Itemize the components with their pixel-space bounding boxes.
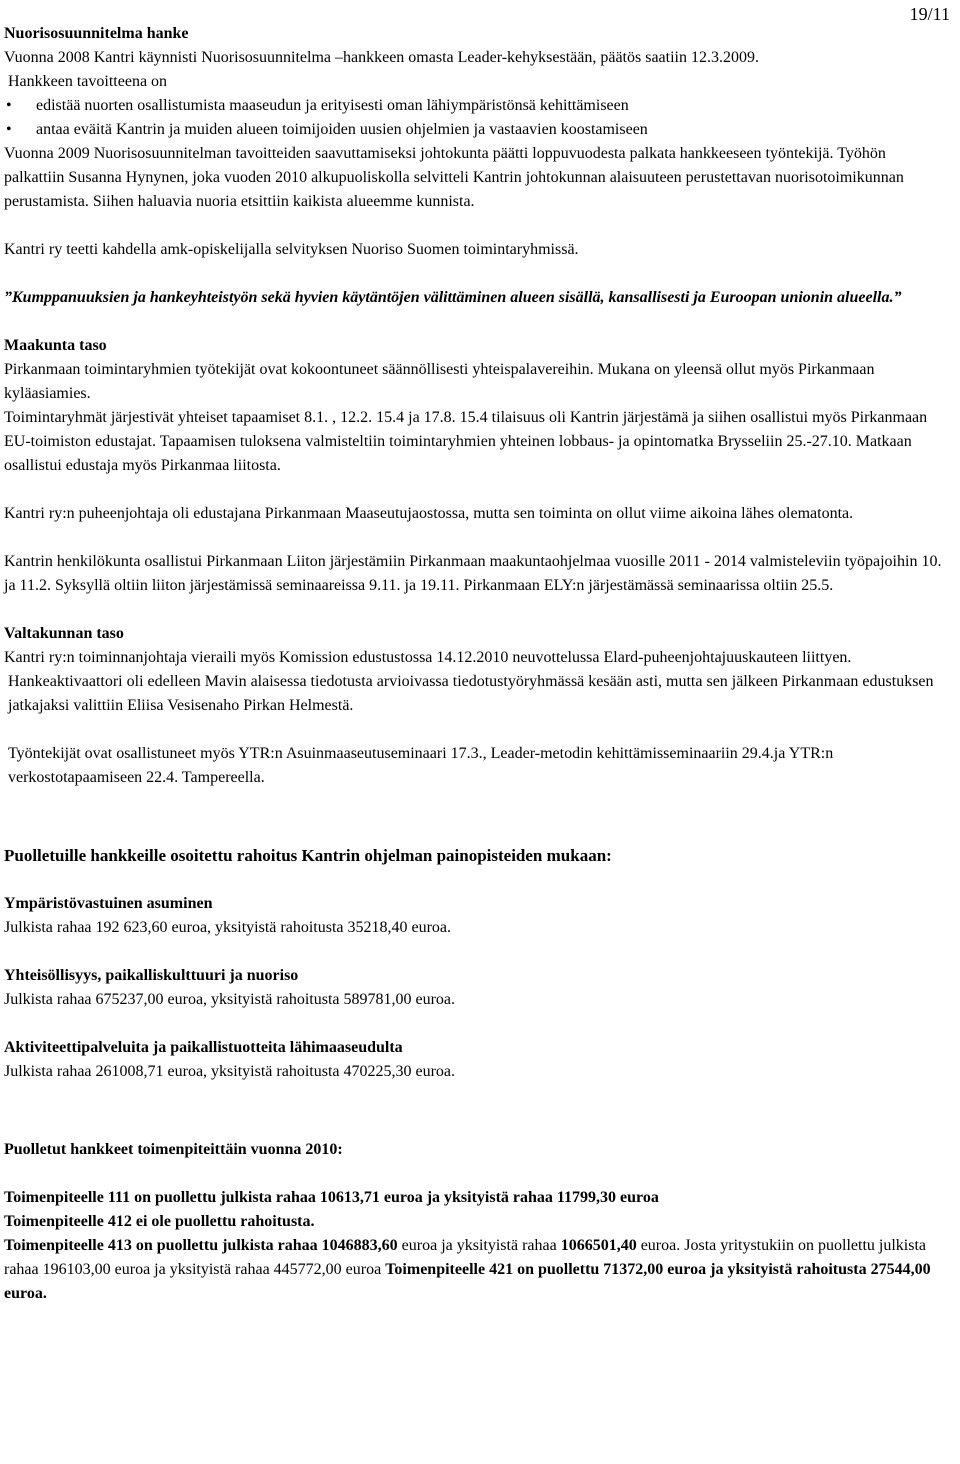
maakunta-heading: Maakunta taso <box>4 337 107 354</box>
maakunta-paragraph-3: Kantri ry:n puheenjohtaja oli edustajana Pirkanmaan Maaseutujaostossa, mutta sen toiminta on ollut viime aikoina lähes olematonta. <box>4 505 854 522</box>
funding-item-title: Yhteisöllisyys, paikalliskulttuuri ja nuoriso <box>4 967 299 984</box>
valtakunta-paragraph-3: Työntekijät ovat osallistuneet myös YTR:n Asuinmaaseutuseminaari 17.3., Leader-metodin kehittämisseminaariin 29.4.ja YTR:n verkostotapaamiseen 22.4. Tampereella. <box>8 745 834 786</box>
valtakunta-paragraph-2: Hankeaktivaattori oli edelleen Mavin alaisessa tiedotusta arvioivassa tiedotustyöryhmässä kesään asti, mutta sen jälkeen Pirkanmaan edustuksen jatkajaksi valittiin Eliisa Vesisenaho Pirkan Helmestä. <box>8 673 934 714</box>
measure-413-private: 1066501,40 <box>560 1237 637 1254</box>
funding-heading: Puolletuille hankkeille osoitettu rahoitus Kantrin ohjelman painopisteiden mukaan: <box>4 846 612 865</box>
page-number: 19/11 <box>909 4 950 24</box>
measure-413-text: euroa ja yksityistä rahaa <box>397 1237 561 1254</box>
list-item: • edistää nuorten osallistumista maaseudun ja erityisesti oman lähiympäristönsä kehittämiseen <box>4 94 948 118</box>
paragraph-survey: Kantri ry teetti kahdella amk-opiskelijalla selvityksen Nuoriso Suomen toimintaryhmissä. <box>4 241 579 258</box>
maakunta-paragraph-4: Kantrin henkilökunta osallistui Pirkanmaan Liiton järjestämiin Pirkanmaan maakuntaohjelmaa vuosille 2011 - 2014 valmisteleviin työpajoihin 10. ja 11.2. Syksyllä oltiin liiton järjestämissä seminaareissa 9.11. ja 19.11. Pirkanmaan ELY:n järjestämässä seminaarissa oltiin 25.5. <box>4 553 942 594</box>
section-title: Nuorisosuunnitelma hanke <box>4 25 189 42</box>
paragraph-intro: Vuonna 2008 Kantri käynnisti Nuorisosuunnitelma –hankkeen omasta Leader-kehyksestään, päätös saatiin 12.3.2009. <box>4 49 759 66</box>
valtakunta-heading: Valtakunnan taso <box>4 625 124 642</box>
goals-list <box>4 94 948 142</box>
paragraph-employee: Vuonna 2009 Nuorisosuunnitelman tavoitteiden saavuttamiseksi johtokunta päätti loppuvuodesta palkata hankkeeseen työntekijä. Työhön palkattiin Susanna Hynynen, joka vuoden 2010 alkupuoliskolla selvitteli Kantrin johtokunnan alaisuuteen perustettavan nuorisotoimikunnan perustamista. Siihen haluavia nuoria etsittiin kaikista alueemme kunnista. <box>4 145 904 210</box>
list-item: • antaa eväitä Kantrin ja muiden alueen toimijoiden uusien ohjelmien ja vastaavien koostamiseen <box>4 118 948 142</box>
valtakunta-paragraph-1: Kantri ry:n toiminnanjohtaja vieraili myös Komission edustustossa 14.12.2010 neuvottelussa Elard-puheenjohtajuuskauteen liittyen. <box>4 649 852 666</box>
funding-item-text: Julkista rahaa 192 623,60 euroa, yksityistä rahoitusta 35218,40 euroa. <box>4 919 452 936</box>
document-page <box>4 22 948 1306</box>
funding-item-title: Ympäristövastuinen asuminen <box>4 895 213 912</box>
maakunta-paragraph-1: Pirkanmaan toimintaryhmien työtekijät ovat kokoontuneet säännöllisesti yhteispalavereihin. Mukana on yleensä ollut myös Pirkanmaan kyläasiamies. <box>4 361 875 402</box>
measure-412: Toimenpiteelle 412 ei ole puollettu rahoitusta. <box>4 1213 315 1230</box>
measure-111: Toimenpiteelle 111 on puollettu julkista rahaa 10613,71 euroa ja yksityistä rahaa 11799,30 euroa <box>4 1189 659 1206</box>
measure-413-details: euroa. Josta yritystukiin on puollettu julkista rahaa 196103,00 euroa ja yksityistä rahaa 445772,00 euroa <box>4 1237 927 1278</box>
maakunta-paragraph-2: Toimintaryhmät järjestivät yhteiset tapaamiset 8.1. , 12.2. 15.4 ja 17.8. 15.4 tilaisuus oli Kantrin järjestämä ja siihen osallistui myös Pirkanmaan EU-toimiston edustajat. Tapaamisen tuloksena valmisteltiin toimintaryhmien yhteinen lobbaus- ja opintomatka Brysseliin 25.-27.10. Matkaan osallistui edustaja myös Pirkanmaa liitosta. <box>4 409 928 474</box>
funding-item-title: Aktiviteettipalveluita ja paikallistuotteita lähimaaseudulta <box>4 1039 403 1056</box>
funding-item-text: Julkista rahaa 261008,71 euroa, yksityistä rahoitusta 470225,30 euroa. <box>4 1063 456 1080</box>
measure-421: Toimenpiteelle 421 on puollettu 71372,00 euroa ja yksityistä rahoitusta 27544,00 euroa. <box>4 1261 931 1302</box>
measure-413-public: Toimenpiteelle 413 on puollettu julkista rahaa 1046883,60 <box>4 1237 398 1254</box>
funding-item-text: Julkista rahaa 675237,00 euroa, yksityistä rahoitusta 589781,00 euroa. <box>4 991 456 1008</box>
measures-heading: Puolletut hankkeet toimenpiteittäin vuonna 2010: <box>4 1141 343 1158</box>
goals-intro: Hankkeen tavoitteena on <box>8 73 168 90</box>
measure-413-421 <box>4 1234 948 1306</box>
quote-heading: ”Kumppanuuksien ja hankeyhteistyön sekä hyvien käytäntöjen välittäminen alueen sisällä, kansallisesti ja Euroopan unionin alueella.” <box>4 289 902 306</box>
